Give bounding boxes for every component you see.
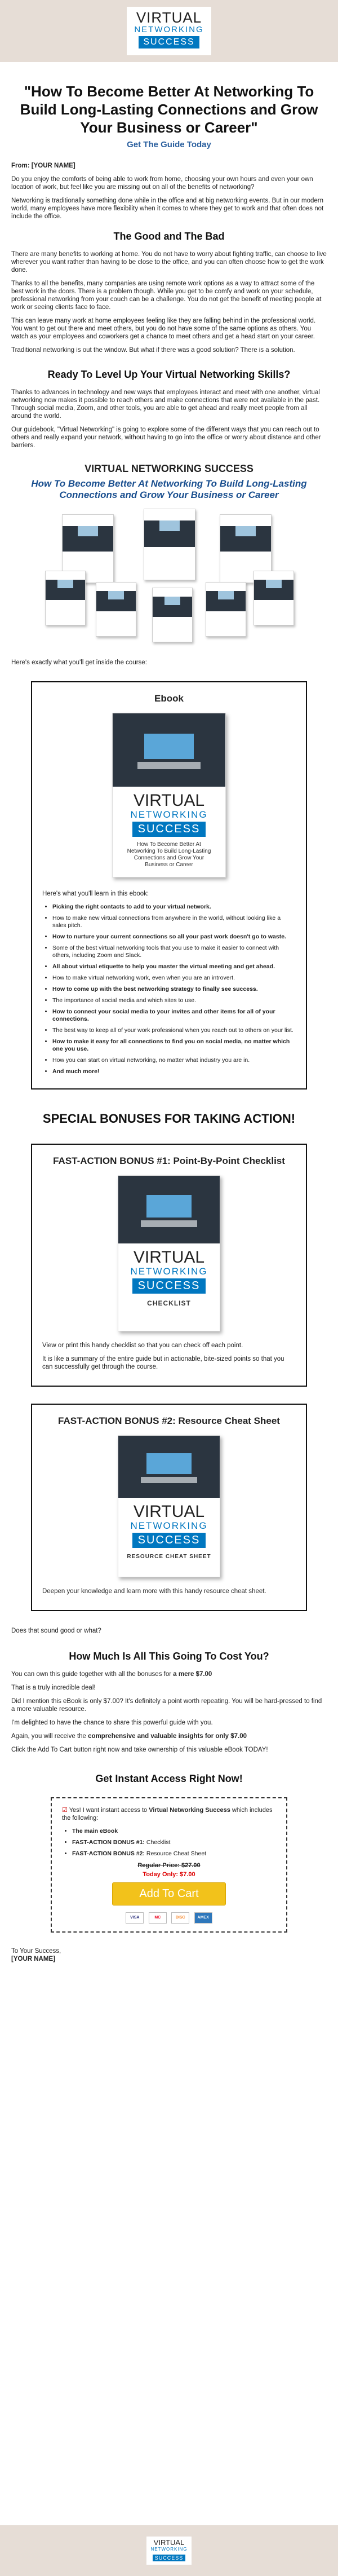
ebook-bullet: • How to make new virtual connections from anywhere in the world, without looking like a sales pitch. [52, 915, 296, 929]
logo-line1: VIRTUAL [136, 9, 202, 26]
cost-paragraph-2: That is a truly incredible deal! [11, 1684, 96, 1691]
header-banner [0, 0, 338, 62]
bonus2-card [31, 1404, 307, 1611]
footer-logo [146, 2537, 192, 2565]
good-bad-paragraph-1: There are many benefits to working at home. You do not have to worry about fighting traffic, can choose to live wherever you want rather than having to be close to the office, and you can often choose how to get the work done. [11, 251, 327, 274]
bonus1-cover-line2: NETWORKING [130, 1266, 208, 1277]
bonus2-heading: FAST-ACTION BONUS #2: Resource Cheat Sheet [58, 1415, 280, 1426]
access-heading: Get Instant Access Right Now! [95, 1773, 243, 1784]
ebook-cover-line1: VIRTUAL [133, 791, 205, 810]
product-title: VIRTUAL NETWORKING SUCCESS [84, 463, 254, 474]
order-lead-text: Yes! I want instant access to [69, 1807, 149, 1814]
bonus1-cover-line3: SUCCESS [132, 1278, 206, 1294]
bonus1-desc-1: View or print this handy checklist so that you can check off each point. [42, 1342, 243, 1349]
ebook-card [31, 681, 307, 1089]
bundle-box-center [144, 509, 195, 580]
footer-banner [0, 2525, 338, 2576]
ebook-heading: Ebook [154, 693, 184, 704]
order-item-rest: Resource Cheat Sheet [144, 1850, 207, 1857]
ebook-cover-desc: How To Become Better At Networking To Build Long-Lasting Connections and Grow Your Business or Career [127, 841, 211, 868]
cost-p1-price: a mere $7.00 [173, 1671, 212, 1678]
main-content [11, 82, 327, 1963]
bonuses-heading: SPECIAL BONUSES FOR TAKING ACTION! [42, 1111, 296, 1126]
logo [127, 7, 211, 55]
bonus1-desc-2: It is like a summary of the entire guide but in actionable, bite-sized points so that you can successfully get through the course. [42, 1356, 284, 1370]
signoff-name: [YOUR NAME] [11, 1956, 55, 1962]
bonus1-heading: FAST-ACTION BONUS #1: Point-By-Point Checklist [53, 1155, 285, 1166]
ebook-cover-line2: NETWORKING [130, 809, 208, 820]
good-bad-heading: The Good and The Bad [113, 231, 225, 242]
inside-intro: Here's exactly what you'll get inside the course: [11, 659, 147, 666]
ebook-learn-intro: Here's what you'll learn in this ebook: [42, 890, 149, 897]
bonus2-cover-line1: VIRTUAL [133, 1502, 205, 1521]
ebook-bullet: • The best way to keep all of your work professional when you reach out to others on your list. [52, 1027, 296, 1034]
cost-heading: How Much Is All This Going To Cost You? [69, 1651, 269, 1662]
ebook-bullet-list [42, 903, 296, 1075]
footer-logo-line2: NETWORKING [150, 2547, 188, 2552]
bonus2-cover [118, 1435, 220, 1577]
intro-paragraph-1: Do you enjoy the comforts of being able to work from home, choosing your own hours and even your own location of work, but feel like you are missing out on all of the benefits of networking? [11, 176, 313, 191]
ebook-bullet: • How you can start on virtual networking, no matter what industry you are in. [52, 1057, 296, 1064]
headline: "How To Become Better At Networking To Build Long-Lasting Connections and Grow Your Business or Career" [20, 83, 318, 136]
amex-icon: AMEX [194, 1912, 212, 1924]
bundle-book-5 [254, 571, 294, 625]
ebook-bullet: • How to come up with the best networking strategy to finally see success. [52, 986, 296, 993]
cost-paragraph-5 [11, 1732, 327, 1740]
cost-paragraph-6: Click the Add To Cart button right now and take ownership of this valuable eBook TODAY! [11, 1746, 268, 1753]
order-lead-product: Virtual Networking Success [149, 1807, 230, 1814]
order-items-list [62, 1828, 276, 1858]
checkmark-icon: ☑ [62, 1807, 68, 1814]
ebook-bullet: • Picking the right contacts to add to your virtual network. [52, 903, 296, 911]
order-item-bold: FAST-ACTION BONUS #2: [72, 1850, 145, 1857]
intro-paragraph-2: Networking is traditionally something done while in the office and at big networking events. But in our modern world, many employees have more flexibility when it comes to where they get to work and that often does not include the office. [11, 197, 324, 220]
ebook-cover-line3: SUCCESS [132, 822, 206, 837]
cost-paragraph-1 [11, 1670, 327, 1678]
level-up-paragraph-1: Thanks to advances in technology and new ways that employees interact and meet with one another, virtual networking now makes it possible to reach others and make connections that were not available in the past. Through social media, Zoom, and other tools, you are able to get ahead and really meet people from all around the world. [11, 389, 320, 420]
ebook-bullet: • How to nurture your current connections so all your past work doesn't go to waste. [52, 933, 296, 941]
from-line [11, 162, 327, 170]
bonus1-cover [118, 1175, 220, 1331]
from-name: [YOUR NAME] [31, 162, 75, 169]
ebook-bullet: • And much more! [52, 1068, 296, 1075]
discover-icon: DISC [171, 1912, 189, 1924]
order-item-rest: Checklist [144, 1839, 171, 1846]
order-lead [62, 1806, 276, 1822]
product-bundle-image [45, 509, 293, 644]
cost-p5-text: Again, you will receive the [11, 1733, 88, 1740]
ebook-cover [112, 713, 226, 877]
level-up-heading: Ready To Level Up Your Virtual Networking Skills? [47, 369, 291, 380]
order-lead-post: which includes the following: [62, 1807, 273, 1821]
good-bad-paragraph-3: This can leave many work at home employees feeling like they are falling behind in the professional world. You want to get out there and meet others, but you do not have some of the same options as others. You watch as your employees and coworkers get a chance to meet others and get a head start on your career. [11, 317, 316, 340]
visa-icon: VISA [126, 1912, 144, 1924]
order-item [72, 1850, 276, 1858]
order-item-bold: The main eBook [72, 1828, 118, 1834]
bonus1-cover-label: CHECKLIST [147, 1299, 191, 1307]
bonus2-cover-line3: SUCCESS [132, 1533, 206, 1548]
bundle-book-2 [96, 582, 136, 637]
order-item [72, 1839, 276, 1846]
regular-price: Regular Price: $27.00 [137, 1862, 201, 1869]
footer-logo-line1: VIRTUAL [153, 2538, 185, 2547]
bonus1-card [31, 1144, 307, 1387]
order-item-bold: FAST-ACTION BONUS #1: [72, 1839, 145, 1846]
bundle-book-1 [45, 571, 86, 625]
order-item [72, 1828, 276, 1835]
logo-line3: SUCCESS [139, 36, 199, 48]
bonus1-cover-line1: VIRTUAL [133, 1248, 205, 1267]
good-bad-paragraph-4: Traditional networking is out the window. But what if there was a good solution? There is a solution. [11, 347, 295, 354]
ebook-bullet: • Some of the best virtual networking tools that you use to make it easier to connect with others, including Zoom and Slack. [52, 945, 296, 959]
footer-logo-line3: SUCCESS [153, 2555, 186, 2561]
logo-line2: NETWORKING [134, 25, 204, 34]
product-subtitle: How To Become Better At Networking To Build Long-Lasting Connections and Grow Your Business or Career [31, 478, 307, 500]
ebook-bullet: • How to make it easy for all connections to find you on social media, no matter which one you use. [52, 1038, 296, 1053]
ebook-bullet: • All about virtual etiquette to help you master the virtual meeting and get ahead. [52, 963, 296, 971]
order-box [51, 1797, 287, 1933]
bonus2-desc: Deepen your knowledge and learn more with this handy resource cheat sheet. [42, 1588, 266, 1595]
subheadline: Get The Guide Today [127, 140, 211, 149]
cost-p5-bold: comprehensive and valuable insights for only $7.00 [88, 1733, 247, 1740]
ebook-bullet: • How to make virtual networking work, even when you are an introvert. [52, 974, 296, 982]
bundle-book-3 [152, 588, 193, 642]
today-price: Today Only: $7.00 [143, 1871, 195, 1878]
ebook-bullet: • The importance of social media and which sites to use. [52, 997, 296, 1004]
good-bad-paragraph-2: Thanks to all the benefits, many companies are using remote work options as a way to attract some of the best work in the doors. There is a problem though. While you get to be comfy and work on your schedule, professional networking from your couch can be a challenge. You do not get the benefit of meeting people at work or seeing clients face to face. [11, 280, 322, 311]
level-up-paragraph-2: Our guidebook, "Virtual Networking" is going to explore some of the different ways that you can reach out to others and really expand your network, without having to go into the office or worry about distance and other barriers. [11, 426, 321, 449]
from-label: From: [11, 162, 30, 169]
cost-paragraph-4: I'm delighted to have the chance to share this powerful guide with you. [11, 1719, 213, 1726]
add-to-cart-button[interactable]: Add To Cart [112, 1882, 226, 1905]
bundle-book-4 [206, 582, 246, 637]
payment-cards [62, 1911, 276, 1924]
signoff-line1: To Your Success, [11, 1948, 61, 1955]
ebook-bullet: • How to connect your social media to your invites and other items for all of your connections. [52, 1008, 296, 1023]
bonus2-cover-line2: NETWORKING [130, 1520, 208, 1531]
cost-p1-text: You can own this guide together with all the bonuses for [11, 1671, 174, 1678]
bonus2-cover-label: RESOURCE CHEAT SHEET [127, 1554, 211, 1560]
sound-good-text: Does that sound good or what? [11, 1627, 101, 1634]
cost-paragraph-3: Did I mention this eBook is only $7.00? It's definitely a point worth repeating. You will be hard-pressed to find a more valuable resource. [11, 1698, 322, 1713]
mastercard-icon: MC [149, 1912, 167, 1924]
